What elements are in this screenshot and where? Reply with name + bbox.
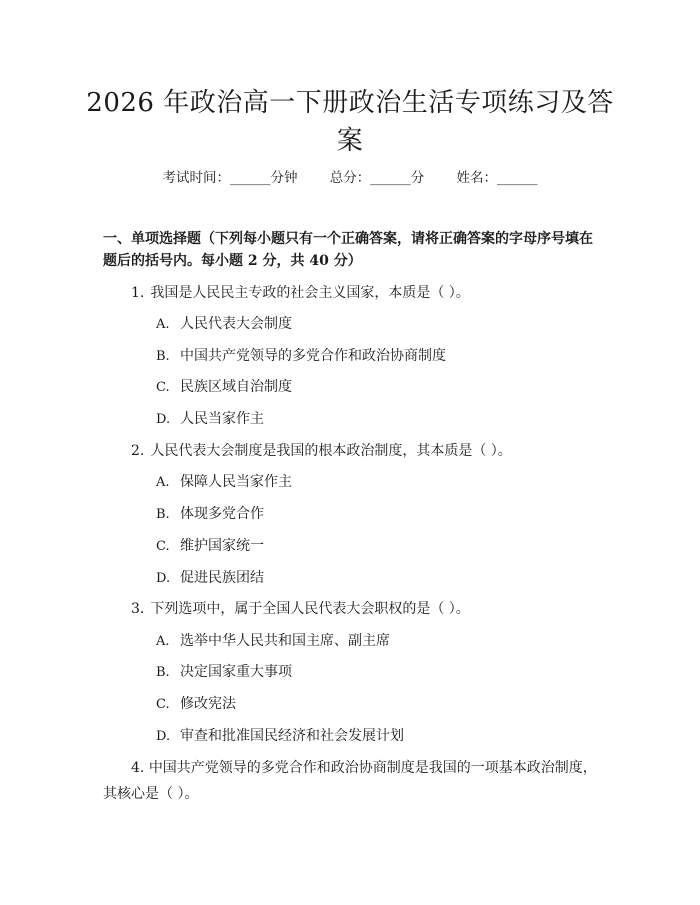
option-text: 审查和批准国民经济和社会发展计划: [180, 728, 404, 744]
option-item: [156, 693, 596, 716]
question-text: 我国是人民民主专政的社会主义国家，本质是（ ）。: [150, 285, 470, 301]
option-item: [156, 725, 596, 748]
question-number: 3.: [131, 601, 145, 617]
option-text: 体现多党合作: [180, 506, 264, 522]
exam-time-field: 考试时间：______分钟: [162, 170, 298, 186]
option-item: [156, 408, 596, 431]
option-item: [156, 567, 596, 590]
option-text: 促进民族团结: [180, 570, 264, 586]
option-letter: D.: [156, 571, 171, 586]
question-stem: [131, 282, 601, 304]
option-item: [156, 345, 596, 368]
question-text: 下列选项中，属于全国人民代表大会职权的是（ ）。: [150, 601, 470, 617]
option-text: 人民当家作主: [180, 411, 264, 427]
exam-info-row: [0, 168, 700, 188]
option-item: [156, 661, 596, 684]
option-letter: A.: [156, 634, 170, 649]
option-text: 选举中华人民共和国主席、副主席: [180, 633, 390, 649]
option-letter: A.: [156, 475, 170, 490]
total-score-field: 总分：______分: [329, 170, 425, 186]
option-letter: C.: [156, 539, 170, 554]
page-title: 2026 年政治高一下册政治生活专项练习及答案: [86, 88, 614, 156]
question-stem: [131, 598, 601, 620]
option-letter: D.: [156, 412, 171, 427]
option-text: 修改宪法: [180, 696, 236, 712]
option-item: [156, 535, 596, 558]
option-text: 中国共产党领导的多党合作和政治协商制度: [180, 348, 446, 364]
option-letter: D.: [156, 729, 171, 744]
option-letter: B.: [156, 349, 170, 364]
option-item: [156, 313, 596, 336]
option-text: 人民代表大会制度: [180, 316, 292, 332]
question-number: 1.: [131, 285, 145, 301]
question-text: 中国共产党领导的多党合作和政治协商制度是我国的一项基本政治制度，其核心是（ ）。: [103, 760, 597, 802]
section-header-single-choice: 一、单项选择题（下列每小题只有一个正确答案，请将正确答案的字母序号填在题后的括号内。每小题 2 分，共 40 分）: [103, 231, 593, 269]
name-field: 姓名：______: [456, 170, 538, 186]
option-letter: C.: [156, 380, 170, 395]
option-text: 民族区域自治制度: [180, 379, 292, 395]
question-number: 4.: [131, 760, 145, 776]
question-number: 2.: [131, 443, 145, 459]
option-item: [156, 503, 596, 526]
option-item: [156, 376, 596, 399]
question-text: 人民代表大会制度是我国的根本政治制度，其本质是（ ）。: [150, 443, 512, 459]
option-text: 决定国家重大事项: [180, 664, 292, 680]
option-item: [156, 471, 596, 494]
question-stem: [103, 755, 603, 807]
option-text: 维护国家统一: [180, 538, 264, 554]
option-item: [156, 630, 596, 653]
option-letter: B.: [156, 665, 170, 680]
question-stem: [131, 440, 601, 462]
option-letter: B.: [156, 507, 170, 522]
option-text: 保障人民当家作主: [180, 474, 292, 490]
option-letter: C.: [156, 697, 170, 712]
option-letter: A.: [156, 317, 170, 332]
